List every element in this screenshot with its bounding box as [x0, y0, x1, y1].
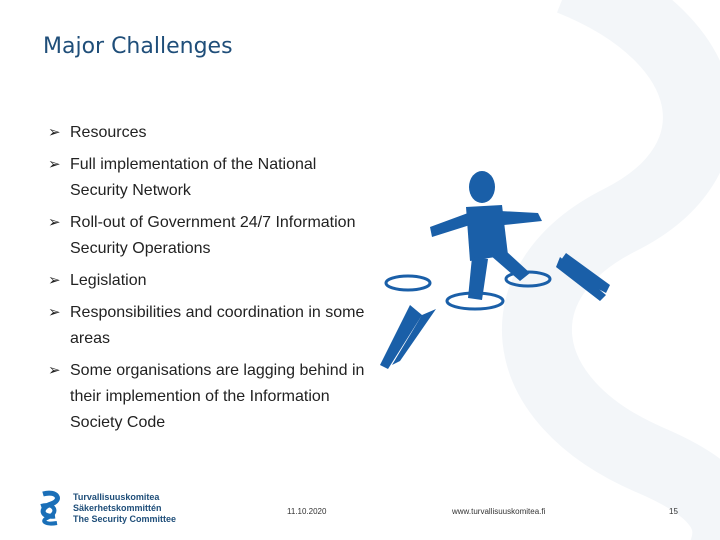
list-item — [48, 358, 368, 436]
bullet-text: Some organisations are lagging behind in their implemention of the Information Society Code — [70, 362, 365, 431]
stepping-stone — [386, 276, 430, 290]
security-committee-logo-icon — [33, 490, 67, 526]
footer-url[interactable]: www.turvallisuuskomitea.fi — [452, 507, 546, 516]
page-number: 15 — [669, 507, 678, 516]
logo-line: Säkerhetskommittén — [73, 503, 162, 513]
bullet-text: Resources — [70, 124, 147, 141]
arrow-bullet-icon: ➢ — [48, 304, 61, 321]
bullet-text: Responsibilities and coordination in some areas — [70, 304, 365, 347]
figure-stepping-stones-illustration — [370, 165, 620, 375]
bullet-list — [48, 120, 368, 442]
page-title: Major Challenges — [43, 34, 233, 59]
arrow-bullet-icon: ➢ — [48, 124, 61, 141]
crocodile-jaw-right — [556, 253, 610, 301]
logo-text — [73, 492, 176, 525]
arrow-bullet-icon: ➢ — [48, 362, 61, 379]
bullet-text: Roll-out of Government 24/7 Information Security Operations — [70, 214, 356, 257]
logo-line: Turvallisuuskomitea — [73, 492, 160, 502]
arrow-bullet-icon: ➢ — [48, 156, 61, 173]
arrow-bullet-icon: ➢ — [48, 214, 61, 231]
list-item — [48, 300, 368, 352]
bullet-text: Legislation — [70, 272, 147, 289]
list-item — [48, 210, 368, 262]
arrow-bullet-icon: ➢ — [48, 272, 61, 289]
figure-head — [469, 171, 495, 203]
list-item — [48, 268, 368, 294]
logo-line: The Security Committee — [73, 514, 177, 524]
list-item — [48, 120, 368, 146]
figure-arm-right — [500, 211, 542, 225]
crocodile-jaw-left — [380, 305, 436, 369]
list-item — [48, 152, 368, 204]
footer-date: 11.10.2020 — [287, 507, 327, 516]
footer — [0, 490, 720, 530]
bullet-text: Full implementation of the National Security Network — [70, 156, 317, 199]
figure-arm-left — [430, 213, 470, 237]
